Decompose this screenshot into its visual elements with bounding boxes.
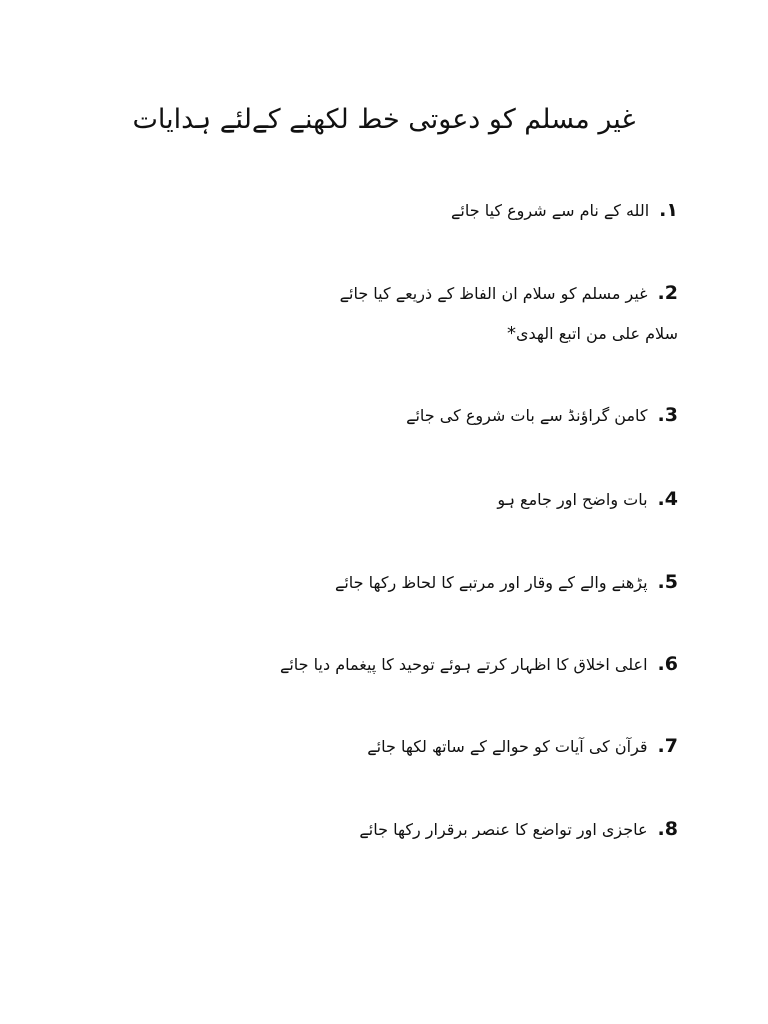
page-title: غیر مسلم کو دعوتی خط لکھنے کےلئے ہدایات [132,104,636,135]
item-number: 8. [657,818,678,840]
item-number: 2. [657,282,678,304]
list-item-5 [335,569,678,596]
item-number: ١. [659,199,678,221]
list-item-2 [340,280,678,307]
list-item-4 [497,486,678,513]
item-text: اعلی اخلاق کا اظہار کرتے ہوئے توحید کا پیغمام دیا جائے [279,655,648,674]
item-number: 6. [657,653,678,675]
item-text: کامن گراؤنڈ سے بات شروع کی جائے [406,406,648,425]
item-number: 4. [657,488,678,510]
item-number: 5. [657,571,678,593]
item-text: قرآن کی آیات کو حوالے کے ساتھ لکھا جائے [367,737,648,756]
item-text: غیر مسلم کو سلام ان الفاظ کے ذریعے کیا جائے [339,284,648,303]
list-item-8 [359,816,678,843]
salutation-line [507,321,678,347]
list-item-3 [406,402,678,429]
item-text: پڑھنے والے کے وقار اور مرتبے کا لحاظ رکھا جائے [334,573,648,592]
item-text: الله کے نام سے شروع کیا جائے [451,201,650,220]
item-number: 3. [657,404,678,426]
list-item-6 [280,651,678,678]
salutation-text: سلام علی من اتبع الھدی [516,324,678,343]
list-item-7 [367,733,678,760]
list-item-1 [451,197,678,224]
item-text: بات واضح اور جامع ہو [497,490,648,509]
item-text: عاجزی اور تواضع کا عنصر برقرار رکھا جائے [359,820,648,839]
salutation-mark: * [507,323,516,344]
item-number: 7. [657,735,678,757]
